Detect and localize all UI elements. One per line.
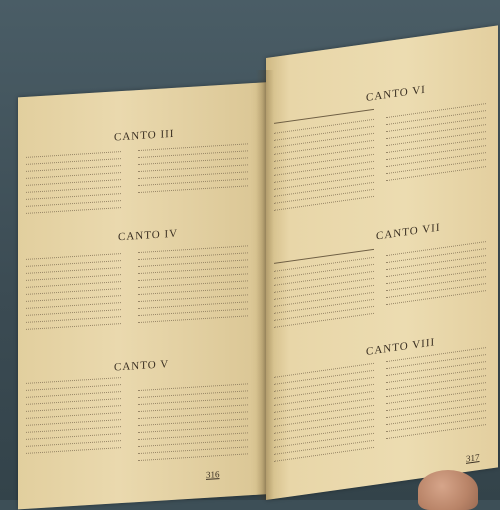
canto-heading: CANTO IV [118, 227, 179, 244]
canto-heading: CANTO VIII [366, 336, 436, 358]
index-line [274, 447, 374, 463]
index-line [26, 309, 121, 317]
index-line [386, 424, 486, 440]
index-line [138, 315, 248, 324]
index-line [26, 281, 121, 289]
index-line [26, 440, 121, 448]
index-line [26, 398, 121, 406]
index-line [274, 196, 374, 212]
index-line [386, 290, 486, 306]
index-line [26, 200, 121, 208]
index-line [26, 172, 121, 180]
index-line [26, 179, 121, 187]
canto-heading: CANTO III [114, 127, 175, 144]
index-line [26, 207, 121, 215]
book-gutter-shadow [256, 70, 274, 500]
index-line [26, 151, 121, 159]
index-line [26, 260, 121, 268]
index-line [26, 253, 121, 261]
index-line [26, 288, 121, 296]
index-line [26, 158, 121, 166]
index-line [26, 377, 121, 385]
rule [274, 249, 374, 264]
index-line [26, 274, 121, 282]
page-number: 317 [466, 451, 480, 464]
page-number: 316 [206, 469, 220, 480]
index-line [26, 419, 121, 427]
index-line [26, 302, 121, 310]
index-line [26, 295, 121, 303]
index-line [26, 323, 121, 331]
index-line [26, 405, 121, 413]
index-line [26, 447, 121, 455]
index-line [26, 186, 121, 194]
index-line [386, 166, 486, 182]
finger [418, 470, 478, 510]
right-page [266, 25, 498, 500]
index-line [26, 433, 121, 441]
index-line [26, 316, 121, 324]
canto-heading: CANTO VII [376, 221, 441, 243]
index-line [138, 453, 248, 462]
index-line [26, 193, 121, 201]
index-line [26, 267, 121, 275]
left-page [18, 82, 270, 509]
index-line [138, 185, 248, 194]
index-line [26, 384, 121, 392]
index-line [26, 412, 121, 420]
index-line [26, 391, 121, 399]
index-line [26, 165, 121, 173]
index-line [274, 313, 374, 329]
index-line [26, 426, 121, 434]
canto-heading: CANTO V [114, 358, 170, 374]
canto-heading: CANTO VI [366, 83, 426, 104]
